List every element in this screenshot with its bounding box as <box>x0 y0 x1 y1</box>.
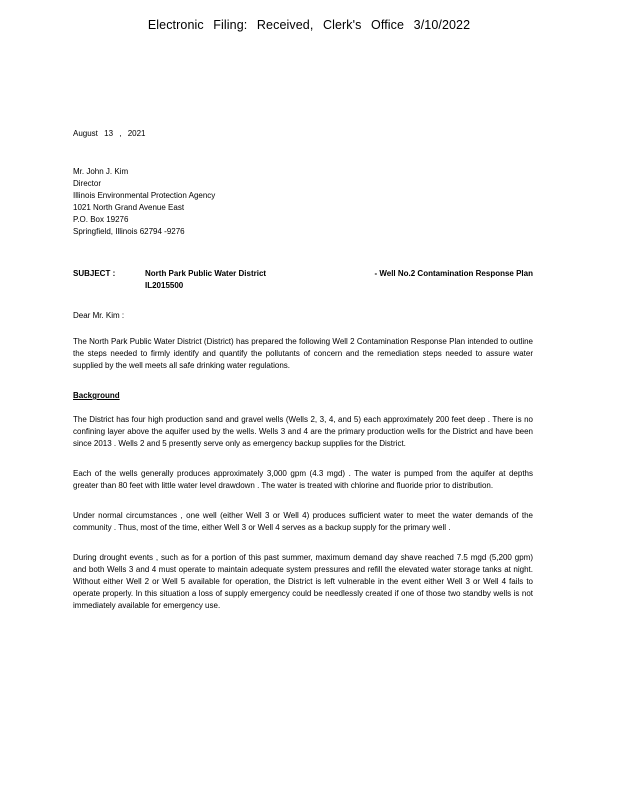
salutation: Dear Mr. Kim : <box>73 311 125 320</box>
subject-line <box>73 268 533 292</box>
letter-date: August 13 , 2021 <box>73 129 146 138</box>
letter-body <box>73 128 533 630</box>
recipient-po-box: P.O. Box 19276 <box>73 215 129 224</box>
intro-paragraph: The North Park Public Water District (District) has prepared the following Well 2 Contamination Response Plan intended to outline the steps needed to firmly identify and quantify the pollutants of concern and the remediation steps needed to assure water supplied by the well meets all safe drinking water regulations. <box>73 337 533 370</box>
subject-label: SUBJECT : <box>73 269 116 278</box>
recipient-address <box>73 166 533 238</box>
filing-stamp: Electronic Filing: Received, Clerk's Office 3/10/2022 <box>147 18 471 32</box>
recipient-agency: Illinois Environmental Protection Agency <box>73 191 216 200</box>
recipient-city: Springfield, Illinois 62794 -9276 <box>73 227 185 236</box>
subject-district: North Park Public Water District <box>145 269 267 278</box>
background-paragraph: During drought events , such as for a portion of this past summer, maximum demand day shave reached 7.5 mgd (5,200 gpm) and both Wells 3 and 4 must operate to maintain adequate system pressures and refill the elevated water storage tanks at night. Without either Well 2 or Well 5 available for operation, the District is left vulnerable in the event either Well 3 or Well 4 fails to operate properly. In this situation a loss of supply emergency could be needlessly created if one of those two standby wells is not immediately available for emergency use. <box>73 553 533 610</box>
subject-id: IL2015500 <box>145 281 184 290</box>
background-heading: Background <box>73 391 120 400</box>
recipient-street: 1021 North Grand Avenue East <box>73 203 185 212</box>
recipient-name: Mr. John J. Kim <box>73 167 129 176</box>
background-paragraph: Under normal circumstances , one well (either Well 3 or Well 4) produces sufficient water to meet the water demands of the community . Thus, most of the time, either Well 3 or Well 4 serves as a backup supply for the primary well . <box>73 511 533 532</box>
background-paragraph: Each of the wells generally produces approximately 3,000 gpm (4.3 mgd) . The water is pumped from the aquifer at depths greater than 80 feet with little water level drawdown . The water is treated with chlorine and fluoride prior to distribution. <box>73 469 533 490</box>
background-paragraph: The District has four high production sand and gravel wells (Wells 2, 3, 4, and 5) each approximately 200 feet deep . There is no confining layer above the aquifer used by the wells. Wells 3 and 4 are the primary production wells for the District and have been since 2013 . Wells 2 and 5 presently serve only as emergency backup supplies for the District. <box>73 415 533 448</box>
recipient-title: Director <box>73 179 102 188</box>
subject-title: - Well No.2 Contamination Response Plan <box>374 269 533 278</box>
